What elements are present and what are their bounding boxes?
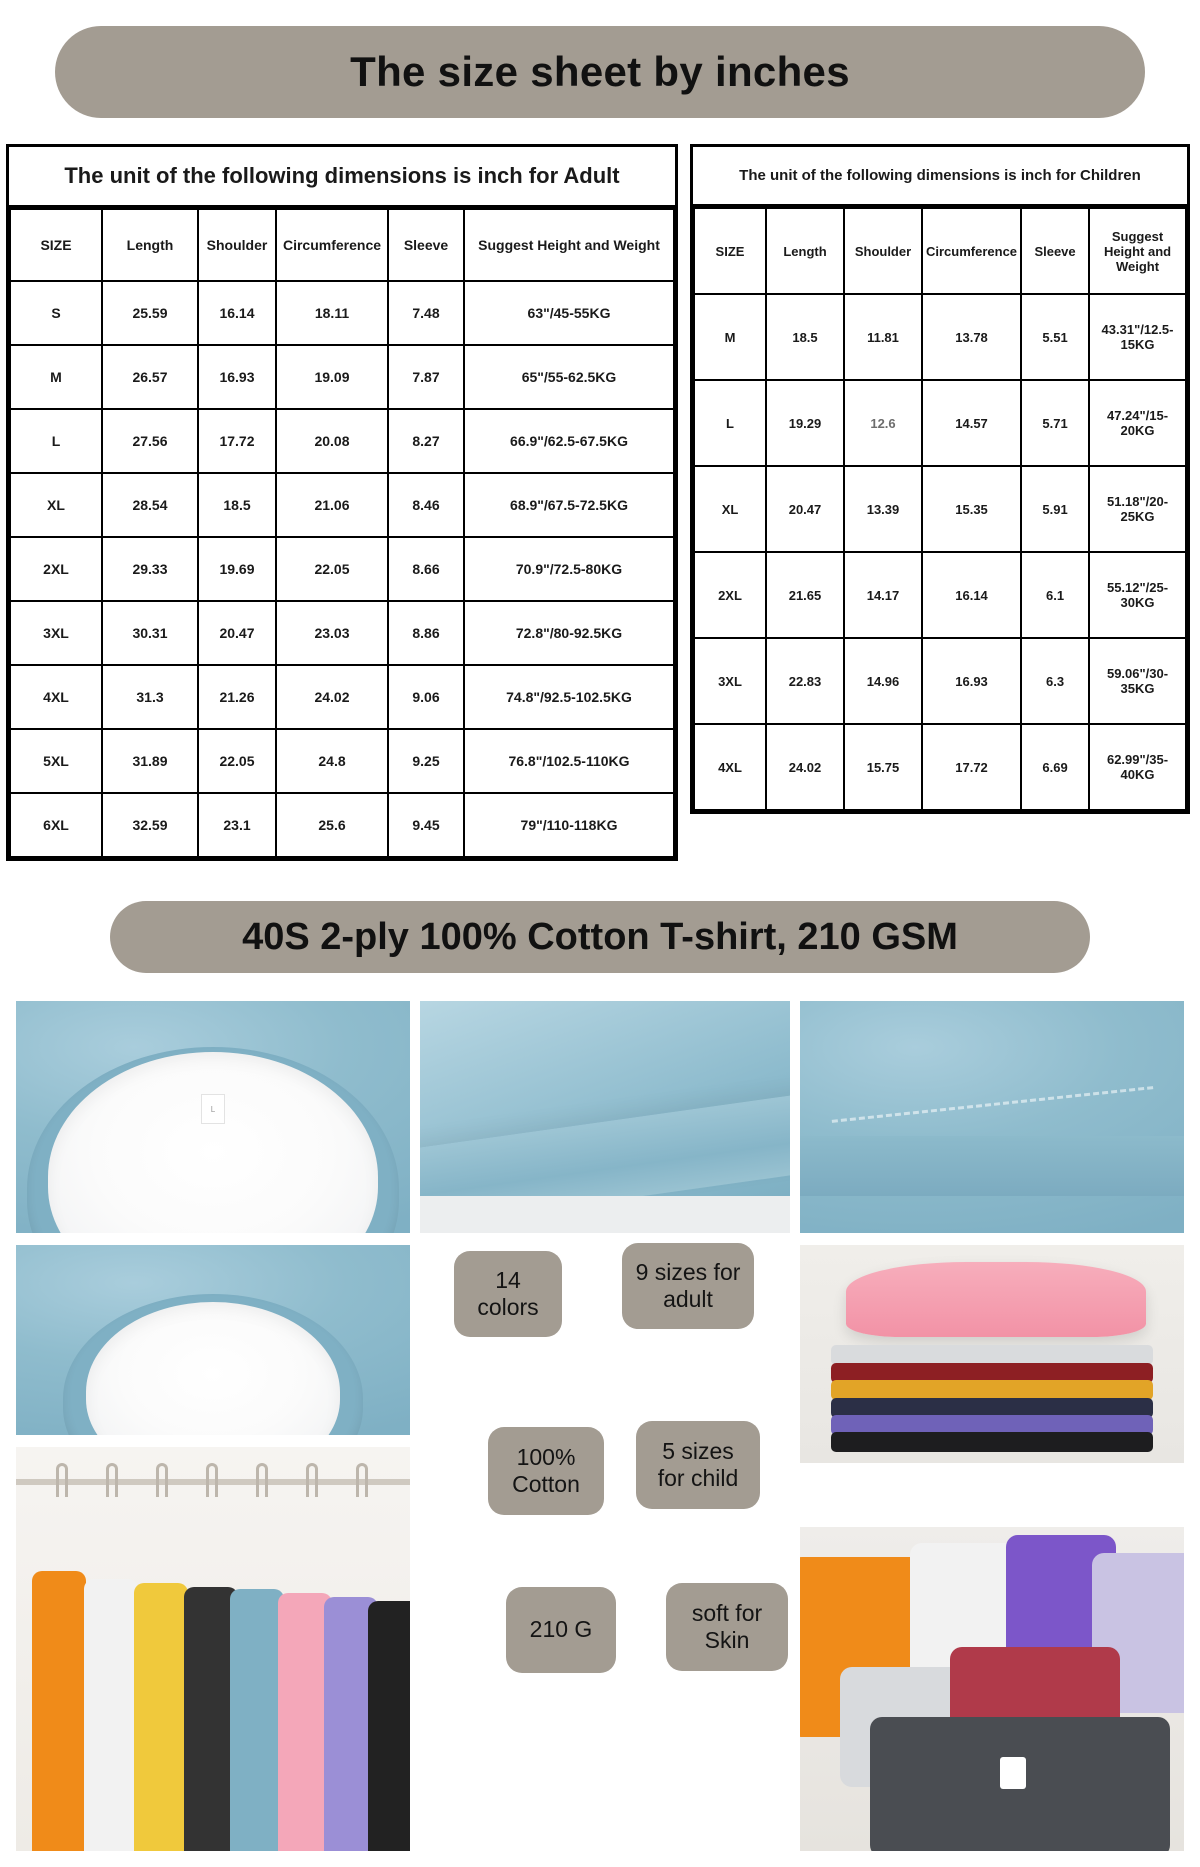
cell-sleeve: 5.71 xyxy=(1021,380,1089,466)
feature-label: 100% Cotton xyxy=(512,1443,580,1497)
col-suggest: Suggest Height and Weight xyxy=(464,209,674,281)
cell-circumference: 25.6 xyxy=(276,793,388,857)
table-row xyxy=(10,729,674,793)
cell-suggest: 68.9"/67.5-72.5KG xyxy=(464,473,674,537)
feature-chip-colors xyxy=(454,1251,562,1337)
table-row xyxy=(10,281,674,345)
cell-sleeve: 6.3 xyxy=(1021,638,1089,724)
hanging-shirt xyxy=(134,1583,188,1851)
page-title: The size sheet by inches xyxy=(350,48,850,95)
table-row xyxy=(10,537,674,601)
cell-shoulder: 16.14 xyxy=(198,281,276,345)
table-row xyxy=(10,665,674,729)
children-size-table xyxy=(690,144,1190,814)
hanger-hook xyxy=(206,1463,218,1497)
hanging-shirt xyxy=(368,1601,410,1851)
shoulder-seam xyxy=(831,1086,1152,1123)
cell-circumference: 17.72 xyxy=(922,724,1021,810)
col-shoulder: Shoulder xyxy=(844,208,922,294)
cell-sleeve: 9.25 xyxy=(388,729,464,793)
cell-sleeve: 7.87 xyxy=(388,345,464,409)
cell-size: 6XL xyxy=(10,793,102,857)
cell-circumference: 16.14 xyxy=(922,552,1021,638)
cell-sleeve: 9.45 xyxy=(388,793,464,857)
cell-size: 2XL xyxy=(10,537,102,601)
cell-length: 26.57 xyxy=(102,345,198,409)
cell-suggest: 76.8"/102.5-110KG xyxy=(464,729,674,793)
cell-length: 30.31 xyxy=(102,601,198,665)
cell-size: 4XL xyxy=(694,724,766,810)
cell-size: 4XL xyxy=(10,665,102,729)
hanger-rack-photo xyxy=(16,1447,410,1851)
cell-size: 3XL xyxy=(694,638,766,724)
table-row xyxy=(10,345,674,409)
cell-suggest: 59.06"/30-35KG xyxy=(1089,638,1186,724)
cell-size: XL xyxy=(694,466,766,552)
col-length: Length xyxy=(766,208,844,294)
cell-length: 22.83 xyxy=(766,638,844,724)
cell-length: 29.33 xyxy=(102,537,198,601)
cell-sleeve: 7.48 xyxy=(388,281,464,345)
hanger-hook xyxy=(106,1463,118,1497)
hanging-shirt xyxy=(32,1571,86,1851)
cell-length: 27.56 xyxy=(102,409,198,473)
cell-length: 25.59 xyxy=(102,281,198,345)
cell-length: 28.54 xyxy=(102,473,198,537)
cell-suggest: 55.12"/25-30KG xyxy=(1089,552,1186,638)
cell-shoulder: 19.69 xyxy=(198,537,276,601)
cell-shoulder: 15.75 xyxy=(844,724,922,810)
product-title-banner xyxy=(110,901,1090,973)
feature-label: 14 colors xyxy=(477,1266,539,1320)
feature-chip-softness xyxy=(666,1583,788,1671)
col-suggest: Suggest Height and Weight xyxy=(1089,208,1186,294)
color-pile-photo xyxy=(800,1527,1184,1851)
collar-closeup-2-photo xyxy=(16,1245,410,1435)
cell-length: 31.3 xyxy=(102,665,198,729)
cell-shoulder: 21.26 xyxy=(198,665,276,729)
feature-label: 210 G xyxy=(529,1616,593,1643)
shoulder-closeup-photo xyxy=(800,1001,1184,1233)
cell-circumference: 13.78 xyxy=(922,294,1021,380)
cell-sleeve: 6.69 xyxy=(1021,724,1089,810)
col-sleeve: Sleeve xyxy=(388,209,464,281)
pink-folded-shirt xyxy=(846,1262,1146,1336)
table-header-row xyxy=(10,209,674,281)
table-row xyxy=(694,638,1186,724)
cell-shoulder: 16.93 xyxy=(198,345,276,409)
cell-shoulder: 22.05 xyxy=(198,729,276,793)
col-circumference: Circumference xyxy=(276,209,388,281)
table-row xyxy=(694,724,1186,810)
adult-table xyxy=(9,208,675,858)
cell-length: 21.65 xyxy=(766,552,844,638)
col-circumference: Circumference xyxy=(922,208,1021,294)
hanger-hook xyxy=(56,1463,68,1497)
product-title: 40S 2-ply 100% Cotton T-shirt, 210 GSM xyxy=(242,915,958,958)
cell-sleeve: 8.27 xyxy=(388,409,464,473)
cell-suggest: 63"/45-55KG xyxy=(464,281,674,345)
cell-circumference: 14.57 xyxy=(922,380,1021,466)
cell-sleeve: 9.06 xyxy=(388,665,464,729)
children-table-body xyxy=(694,294,1186,810)
hanger-hook xyxy=(156,1463,168,1497)
feature-label: soft for Skin xyxy=(691,1599,763,1653)
cell-shoulder: 11.81 xyxy=(844,294,922,380)
cell-shoulder: 20.47 xyxy=(198,601,276,665)
cell-sleeve: 8.66 xyxy=(388,537,464,601)
cell-suggest: 62.99"/35-40KG xyxy=(1089,724,1186,810)
cell-size: L xyxy=(10,409,102,473)
feature-label: 9 sizes for adult xyxy=(635,1258,741,1312)
cell-length: 24.02 xyxy=(766,724,844,810)
table-row xyxy=(694,552,1186,638)
cell-shoulder: 17.72 xyxy=(198,409,276,473)
cell-sleeve: 5.51 xyxy=(1021,294,1089,380)
cell-size: L xyxy=(694,380,766,466)
cell-suggest: 66.9"/62.5-67.5KG xyxy=(464,409,674,473)
cell-circumference: 18.11 xyxy=(276,281,388,345)
hanging-shirt xyxy=(230,1589,284,1851)
cell-sleeve: 5.91 xyxy=(1021,466,1089,552)
table-row xyxy=(10,793,674,857)
table-row xyxy=(10,601,674,665)
size-label-tag: L xyxy=(201,1094,225,1124)
adult-table-caption: The unit of the following dimensions is inch for Adult xyxy=(9,147,675,208)
cell-suggest: 72.8"/80-92.5KG xyxy=(464,601,674,665)
cell-circumference: 19.09 xyxy=(276,345,388,409)
table-row xyxy=(694,294,1186,380)
col-shoulder: Shoulder xyxy=(198,209,276,281)
cell-circumference: 20.08 xyxy=(276,409,388,473)
cell-size: 3XL xyxy=(10,601,102,665)
cell-suggest: 51.18"/20-25KG xyxy=(1089,466,1186,552)
feature-chip-adult-sizes xyxy=(622,1243,754,1329)
cell-circumference: 21.06 xyxy=(276,473,388,537)
cell-sleeve: 8.46 xyxy=(388,473,464,537)
table-row xyxy=(694,380,1186,466)
cell-sleeve: 6.1 xyxy=(1021,552,1089,638)
size-tables xyxy=(0,144,1200,861)
adult-size-table xyxy=(6,144,678,861)
feature-chip-weight xyxy=(506,1587,616,1673)
feature-label: 5 sizes for child xyxy=(657,1437,739,1491)
cell-circumference: 16.93 xyxy=(922,638,1021,724)
cell-shoulder: 14.17 xyxy=(844,552,922,638)
col-sleeve: Sleeve xyxy=(1021,208,1089,294)
cell-size: 5XL xyxy=(10,729,102,793)
cell-size: M xyxy=(10,345,102,409)
hem-closeup-photo xyxy=(420,1001,790,1233)
neck-closeup-photo xyxy=(16,1001,410,1233)
cell-size: S xyxy=(10,281,102,345)
cell-suggest: 47.24"/15-20KG xyxy=(1089,380,1186,466)
page-title-banner xyxy=(55,26,1145,118)
cell-suggest: 43.31"/12.5-15KG xyxy=(1089,294,1186,380)
cell-circumference: 15.35 xyxy=(922,466,1021,552)
cell-shoulder: 13.39 xyxy=(844,466,922,552)
children-table xyxy=(693,207,1187,811)
cell-circumference: 24.8 xyxy=(276,729,388,793)
hanging-shirt xyxy=(84,1579,138,1851)
cell-shoulder: 14.96 xyxy=(844,638,922,724)
product-gallery xyxy=(0,987,1200,1867)
table-row xyxy=(694,466,1186,552)
cell-length: 20.47 xyxy=(766,466,844,552)
table-row xyxy=(10,473,674,537)
cell-suggest: 74.8"/92.5-102.5KG xyxy=(464,665,674,729)
cell-circumference: 22.05 xyxy=(276,537,388,601)
cell-shoulder: 18.5 xyxy=(198,473,276,537)
hanger-hook xyxy=(256,1463,268,1497)
cell-length: 18.5 xyxy=(766,294,844,380)
cell-shoulder: 12.6 xyxy=(844,380,922,466)
cell-suggest: 79"/110-118KG xyxy=(464,793,674,857)
cell-size: XL xyxy=(10,473,102,537)
cell-suggest: 70.9"/72.5-80KG xyxy=(464,537,674,601)
sleeve-band xyxy=(800,1136,1184,1196)
cell-length: 19.29 xyxy=(766,380,844,466)
table-row xyxy=(10,409,674,473)
cell-size: 2XL xyxy=(694,552,766,638)
hanger-hook xyxy=(306,1463,318,1497)
stack-layer xyxy=(831,1432,1154,1452)
table-header-row xyxy=(694,208,1186,294)
cell-suggest: 65"/55-62.5KG xyxy=(464,345,674,409)
cell-shoulder: 23.1 xyxy=(198,793,276,857)
col-size: SIZE xyxy=(694,208,766,294)
col-length: Length xyxy=(102,209,198,281)
adult-table-body xyxy=(10,281,674,857)
folded-stack-photo xyxy=(800,1245,1184,1463)
children-table-caption: The unit of the following dimensions is inch for Children xyxy=(693,147,1187,207)
col-size: SIZE xyxy=(10,209,102,281)
cell-size: M xyxy=(694,294,766,380)
backdrop-strip xyxy=(420,1196,790,1233)
shirt-label xyxy=(1000,1757,1026,1789)
cell-sleeve: 8.86 xyxy=(388,601,464,665)
cell-circumference: 23.03 xyxy=(276,601,388,665)
feature-chip-child-sizes xyxy=(636,1421,760,1509)
hanger-hook xyxy=(356,1463,368,1497)
feature-chip-material xyxy=(488,1427,604,1515)
cell-length: 31.89 xyxy=(102,729,198,793)
cell-length: 32.59 xyxy=(102,793,198,857)
cell-circumference: 24.02 xyxy=(276,665,388,729)
